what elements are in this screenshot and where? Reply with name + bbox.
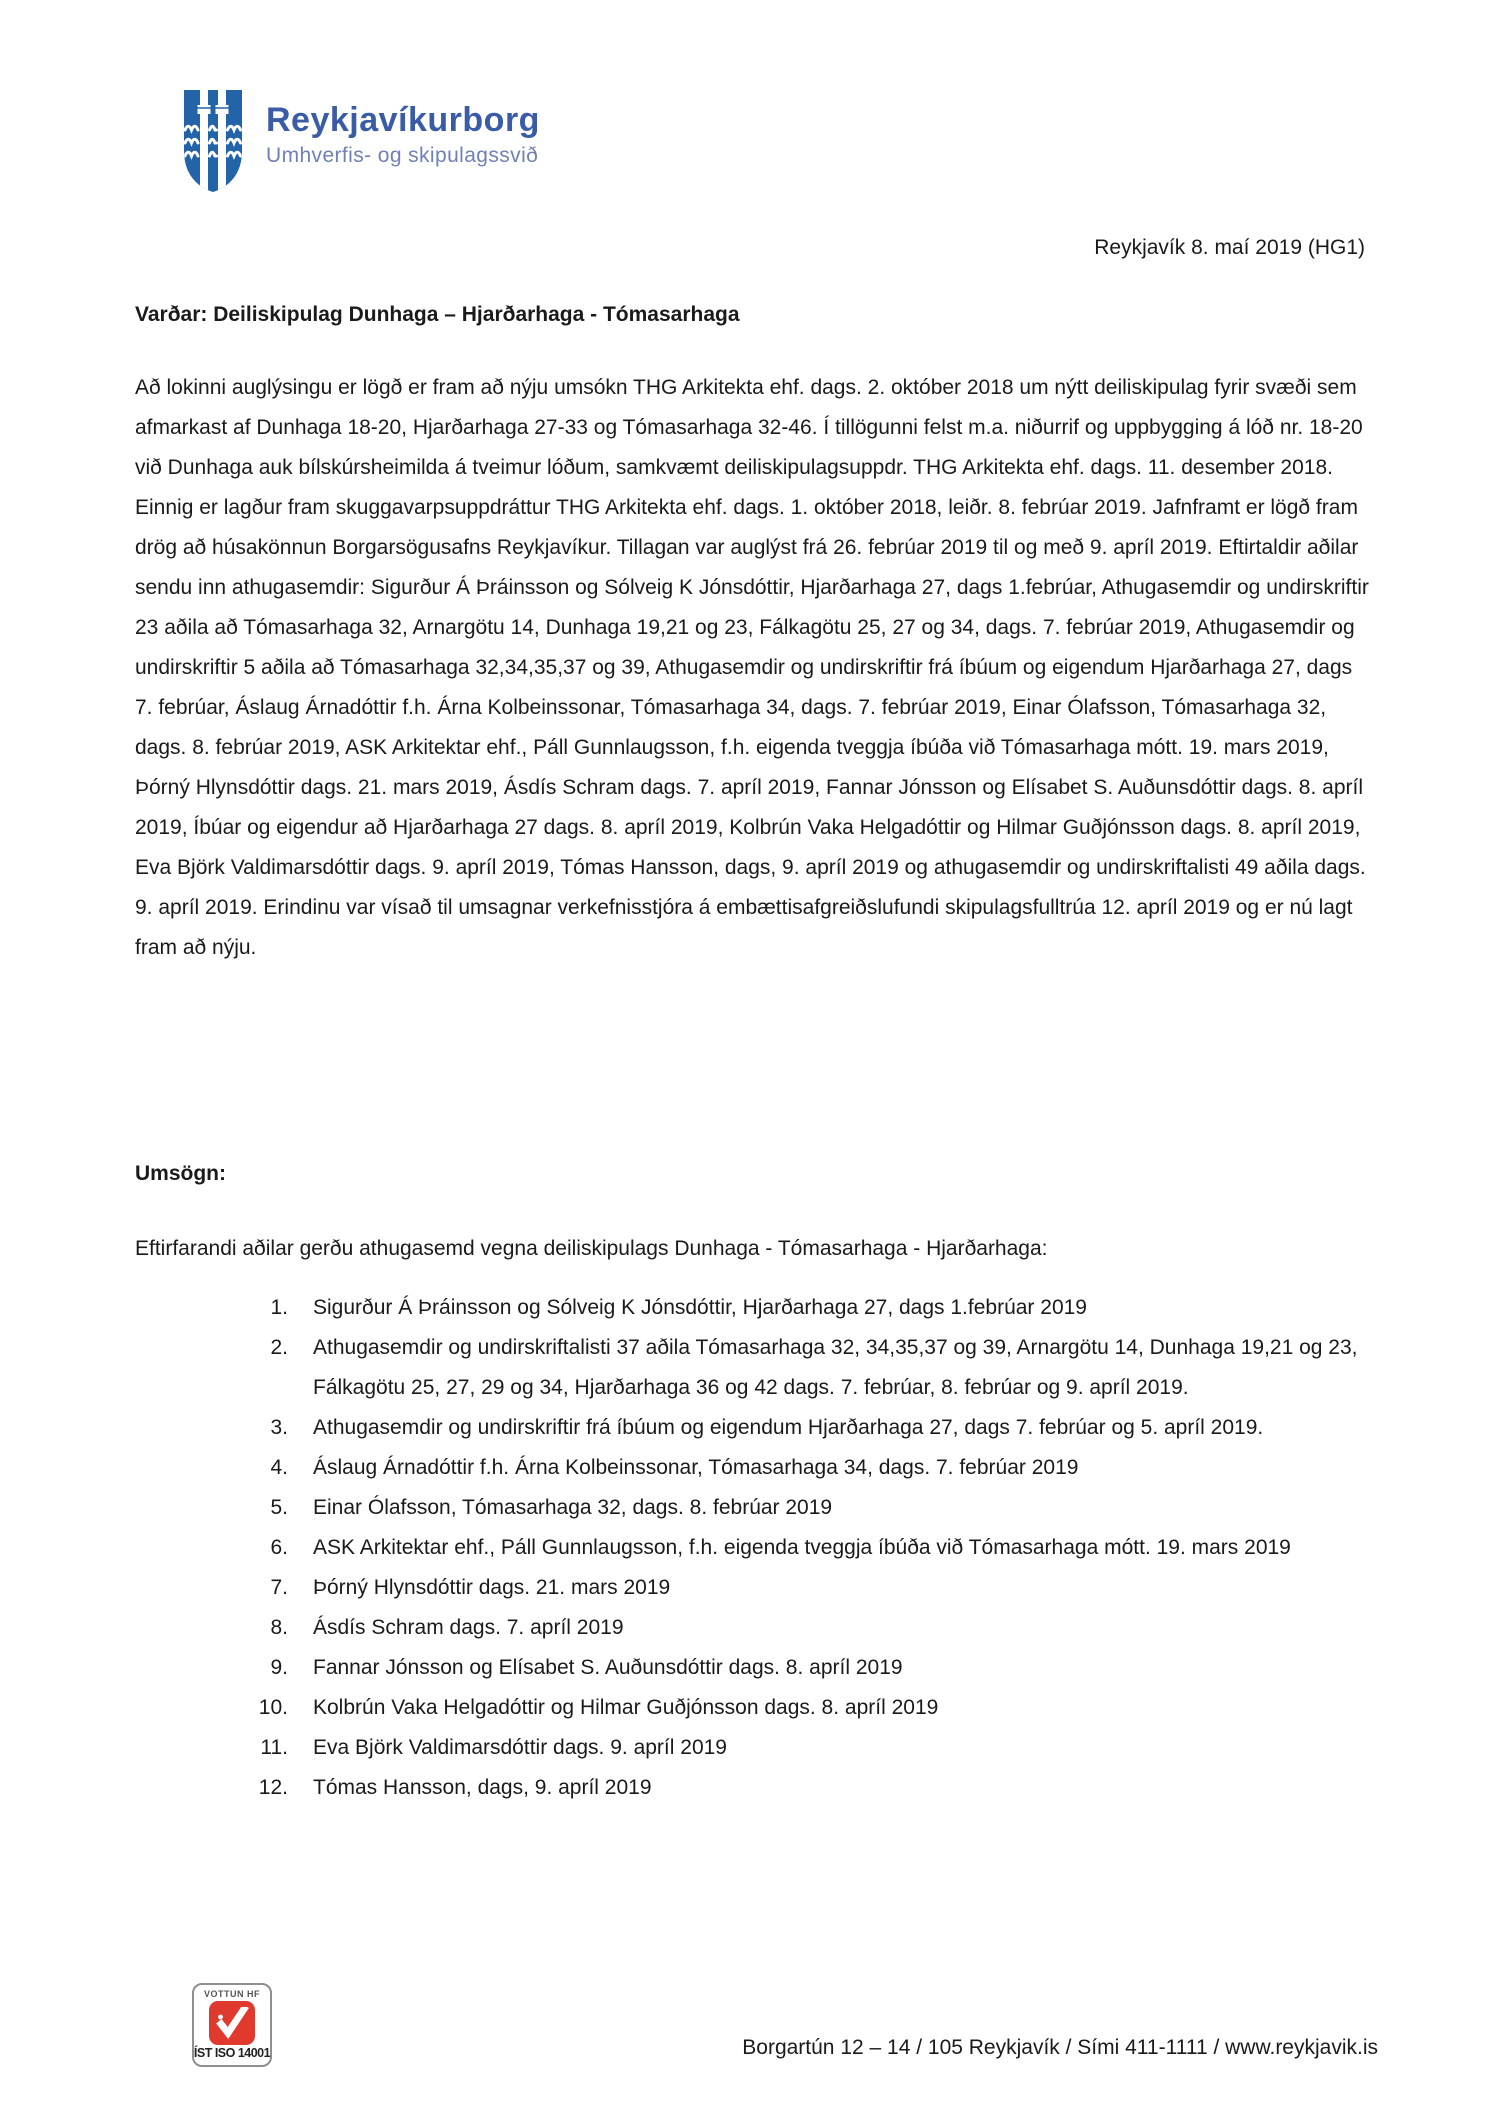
list-item <box>250 1648 1380 1688</box>
list-item-text: Ásdís Schram dags. 7. apríl 2019 <box>313 1616 624 1639</box>
org-name: Reykjavíkurborg <box>266 101 540 139</box>
org-logo <box>182 88 540 194</box>
subject-heading: Varðar: Deiliskipulag Dunhaga – Hjarðarhaga - Tómasarhaga <box>135 303 740 326</box>
list-item <box>250 1328 1380 1408</box>
list-item <box>250 1408 1380 1448</box>
list-item <box>250 1488 1380 1528</box>
list-item <box>250 1528 1380 1568</box>
list-item-text: Áslaug Árnadóttir f.h. Árna Kolbeinssonar, Tómasarhaga 34, dags. 7. febrúar 2019 <box>313 1456 1079 1479</box>
list-item <box>250 1288 1380 1328</box>
list-item-number: 3. <box>270 1416 288 1439</box>
list-item-text: Þórný Hlynsdóttir dags. 21. mars 2019 <box>313 1576 671 1599</box>
list-item-text: Athugasemdir og undirskriftalisti 37 aðila Tómasarhaga 32, 34,35,37 og 39, Arnargötu 14, Dunhaga 19,21 og 23, Fálkagötu 25, 27, 29 og 34, Hjarðarhaga 36 og 42 dags. 7. febrúar, 8. febrúar og 9. apríl 2019. <box>313 1336 1358 1399</box>
list-item-text: Tómas Hansson, dags, 9. apríl 2019 <box>313 1776 652 1799</box>
list-item-number: 6. <box>270 1536 288 1559</box>
section-heading-umsogn: Umsögn: <box>135 1162 226 1185</box>
list-item-text: Fannar Jónsson og Elísabet S. Auðunsdóttir dags. 8. apríl 2019 <box>313 1656 903 1679</box>
list-item-number: 4. <box>270 1456 288 1479</box>
list-item-number: 8. <box>270 1616 288 1639</box>
list-item <box>250 1448 1380 1488</box>
certification-issuer-label: VOTTUN HF <box>204 1989 260 1999</box>
list-item-number: 11. <box>260 1736 288 1759</box>
list-item-number: 12. <box>258 1776 288 1799</box>
date-line: Reykjavík 8. maí 2019 (HG1) <box>1094 236 1365 259</box>
list-item-number: 1. <box>270 1296 288 1319</box>
org-identity <box>266 88 540 168</box>
list-item <box>250 1728 1380 1768</box>
certification-standard-label: ÍST ISO 14001 <box>193 2046 271 2060</box>
list-item-number: 2. <box>270 1336 288 1359</box>
list-item-number: 9. <box>270 1656 288 1679</box>
list-item-text: Einar Ólafsson, Tómasarhaga 32, dags. 8. febrúar 2019 <box>313 1496 833 1519</box>
list-item-text: Athugasemdir og undirskriftir frá íbúum og eigendum Hjarðarhaga 27, dags 7. febrúar og 5. apríl 2019. <box>313 1416 1264 1439</box>
list-item-text: ASK Arkitektar ehf., Páll Gunnlaugsson, f.h. eigenda tveggja íbúða við Tómasarhaga mótt. 19. mars 2019 <box>313 1536 1291 1559</box>
list-item-text: Sigurður Á Þráinsson og Sólveig K Jónsdóttir, Hjarðarhaga 27, dags 1.febrúar 2019 <box>313 1296 1087 1319</box>
list-item-text: Eva Björk Valdimarsdóttir dags. 9. apríl 2019 <box>313 1736 727 1759</box>
list-item <box>250 1568 1380 1608</box>
commenters-list <box>250 1288 1380 1808</box>
footer-address: Borgartún 12 – 14 / 105 Reykjavík / Sími 411-1111 / www.reykjavik.is <box>742 2036 1378 2059</box>
list-intro: Eftirfarandi aðilar gerðu athugasemd vegna deiliskipulags Dunhaga - Tómasarhaga - Hjarðarhaga: <box>135 1237 1048 1260</box>
reykjavik-coat-of-arms-icon <box>182 88 244 194</box>
list-item-number: 7. <box>270 1576 288 1599</box>
list-item <box>250 1768 1380 1808</box>
body-paragraph: Að lokinni auglýsingu er lögð er fram að nýju umsókn THG Arkitekta ehf. dags. 2. október 2018 um nýtt deiliskipulag fyrir svæði sem afmarkast af Dunhaga 18-20, Hjarðarhaga 27-33 og Tómasarhaga 32-46. Í tillögunni felst m.a. niðurrif og uppbygging á lóð nr. 18-20 við Dunhaga auk bílskúrsheimilda á tveimur lóðum, samkvæmt deiliskipulagsuppdr. THG Arkitekta ehf. dags. 11. desember 2018. Einnig er lagður fram skuggavarpsuppdráttur THG Arkitekta ehf. dags. 1. október 2018, leiðr. 8. febrúar 2019. Jafnframt er lögð fram drög að húsakönnun Borgarsögusafns Reykjavíkur. Tillagan var auglýst frá 26. febrúar 2019 til og með 9. apríl 2019. Eftirtaldir aðilar sendu inn athugasemdir: Sigurður Á Þráinsson og Sólveig K Jónsdóttir, Hjarðarhaga 27, dags 1.febrúar, Athugasemdir og undirskriftir 23 aðila að Tómasarhaga 32, Arnargötu 14, Dunhaga 19,21 og 23, Fálkagötu 25, 27 og 34, dags. 7. febrúar 2019, Athugasemdir og undirskriftir 5 aðila að Tómasarhaga 32,34,35,37 og 39, Athugasemdir og undirskriftir frá íbúum og eigendum Hjarðarhaga 27, dags 7. febrúar, Áslaug Árnadóttir f.h. Árna Kolbeinssonar, Tómasarhaga 34, dags. 7. febrúar 2019, Einar Ólafsson, Tómasarhaga 32, dags. 8. febrúar 2019, ASK Arkitektar ehf., Páll Gunnlaugsson, f.h. eigenda tveggja íbúða við Tómasarhaga mótt. 19. mars 2019, Þórný Hlynsdóttir dags. 21. mars 2019, Ásdís Schram dags. 7. apríl 2019, Fannar Jónsson og Elísabet S. Auðunsdóttir dags. 8. apríl 2019, Íbúar og eigendur að Hjarðarhaga 27 dags. 8. apríl 2019, Kolbrún Vaka Helgadóttir og Hilmar Guðjónsson dags. 8. apríl 2019, Eva Björk Valdimarsdóttir dags. 9. apríl 2019, Tómas Hansson, dags, 9. apríl 2019 og athugasemdir og undirskriftalisti 49 aðila dags. 9. apríl 2019. Erindinu var vísað til umsagnar verkefnisstjóra á embættisafgreiðslufundi skipulagsfulltrúa 12. apríl 2019 og er nú lagt fram að nýju. <box>135 376 1369 959</box>
list-item-number: 5. <box>270 1496 288 1519</box>
list-item-text: Kolbrún Vaka Helgadóttir og Hilmar Guðjónsson dags. 8. apríl 2019 <box>313 1696 939 1719</box>
list-item <box>250 1608 1380 1648</box>
list-item <box>250 1688 1380 1728</box>
org-division: Umhverfis- og skipulagssvið <box>266 144 539 168</box>
list-item-number: 10. <box>258 1696 288 1719</box>
